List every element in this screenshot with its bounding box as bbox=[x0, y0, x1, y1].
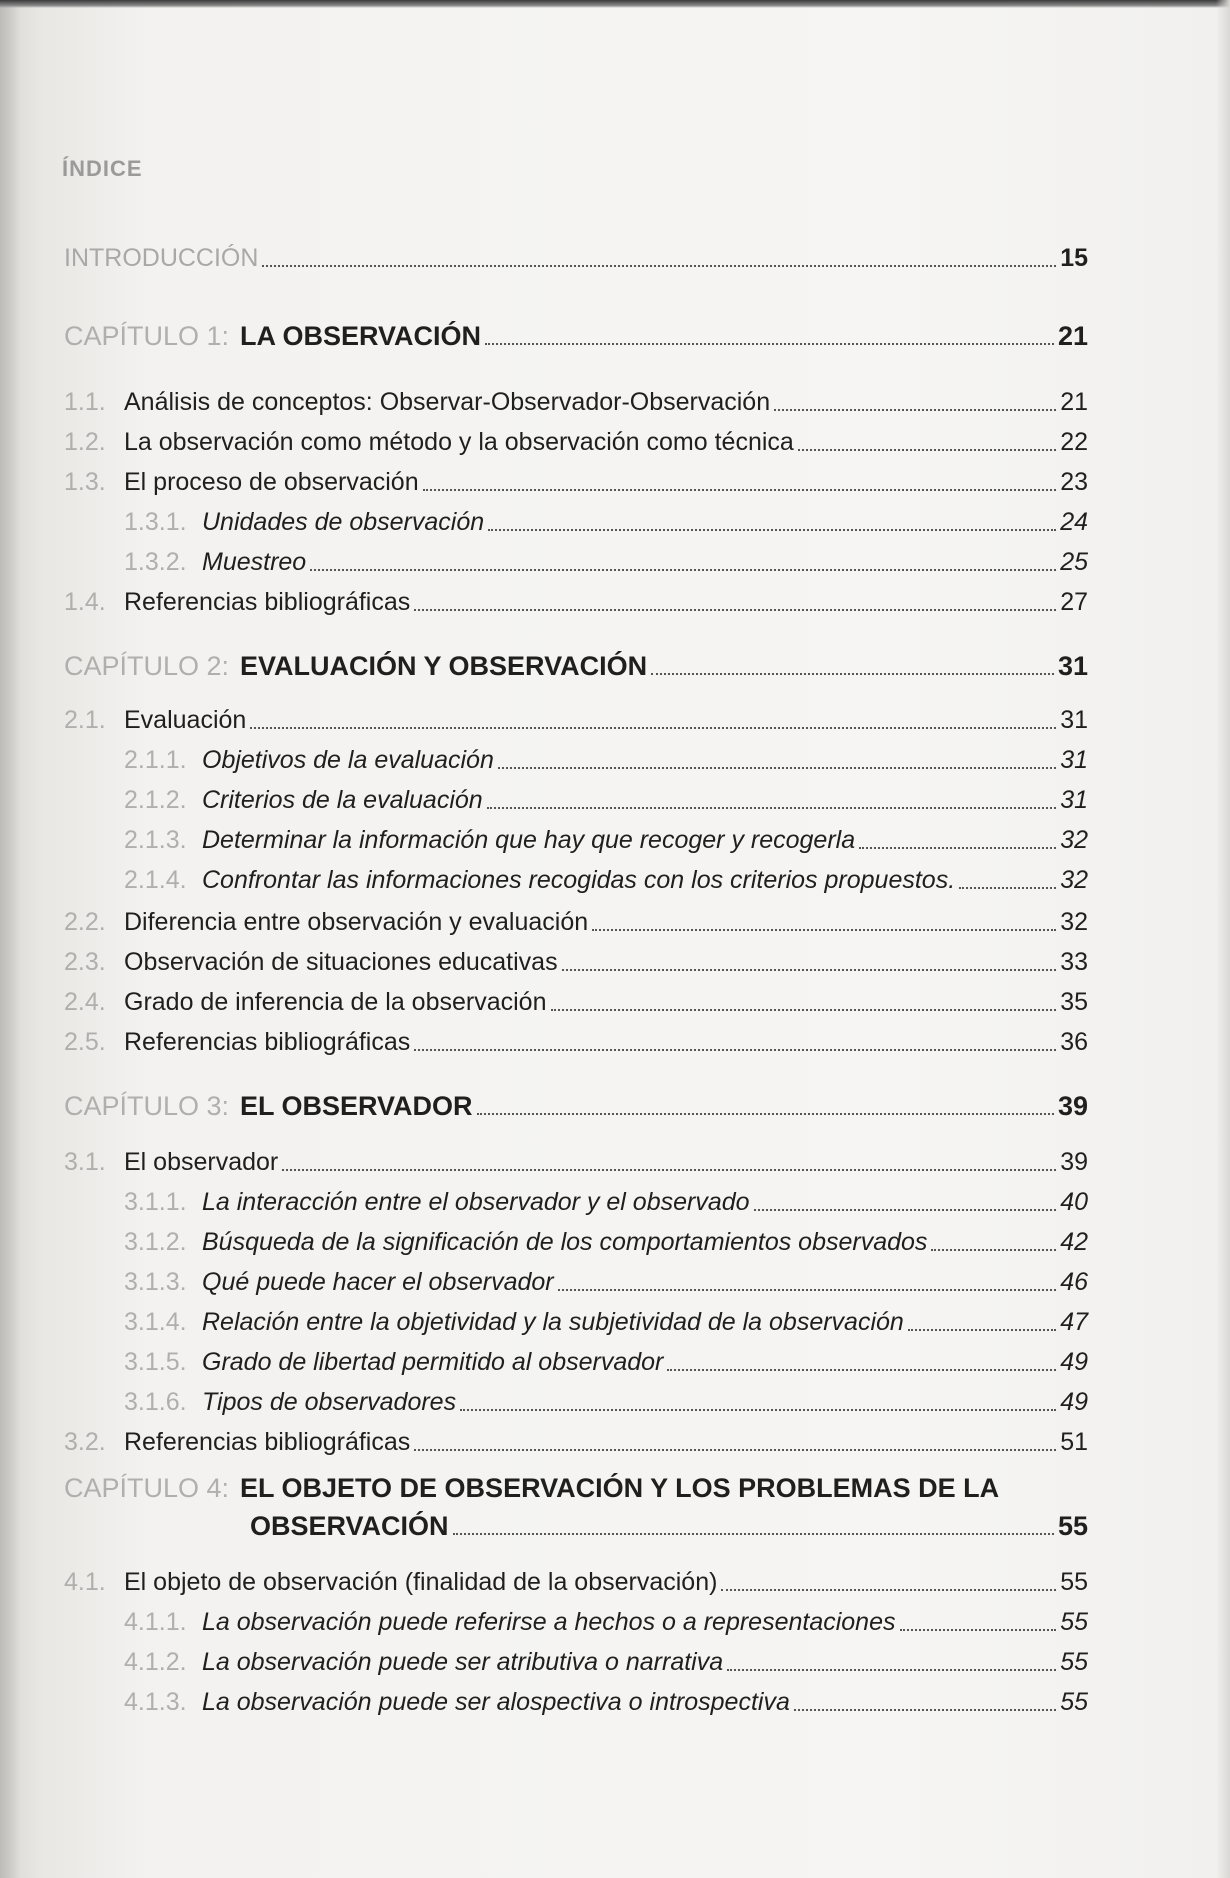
toc-chapter-row bbox=[0, 1470, 1230, 1506]
toc-page-number: 23 bbox=[1060, 468, 1088, 496]
toc-leader bbox=[558, 1289, 1057, 1291]
toc-entry-title: Grado de inferencia de la observación bbox=[124, 988, 547, 1016]
toc-section-row bbox=[0, 1144, 1230, 1180]
toc-leader bbox=[931, 1249, 1056, 1251]
toc-section-row bbox=[0, 1424, 1230, 1460]
toc-entry-title: Qué puede hacer el observador bbox=[202, 1268, 554, 1296]
toc-entry-title: La observación puede referirse a hechos o a representaciones bbox=[202, 1608, 896, 1636]
toc-leader bbox=[754, 1209, 1057, 1211]
toc-page-number: 55 bbox=[1060, 1568, 1088, 1596]
toc-entry-title: Relación entre la objetividad y la subjetividad de la observación bbox=[202, 1308, 904, 1336]
toc-leader bbox=[460, 1409, 1056, 1411]
toc-intro-row bbox=[0, 240, 1230, 276]
toc-subsection-row bbox=[0, 862, 1230, 898]
toc-page-number: 24 bbox=[1060, 508, 1088, 536]
toc-page-number: 39 bbox=[1057, 1091, 1088, 1121]
toc-entry-title: La interacción entre el observador y el observado bbox=[202, 1188, 750, 1216]
toc-entry-title: Tipos de observadores bbox=[202, 1388, 457, 1416]
toc-section-row bbox=[0, 904, 1230, 940]
toc-entry-number: 2.5. bbox=[64, 1028, 106, 1056]
toc-entry-number: 4.1. bbox=[64, 1568, 106, 1596]
toc-entry-title: Determinar la información que hay que recoger y recogerla bbox=[202, 826, 856, 854]
toc-page-number: 49 bbox=[1060, 1388, 1088, 1416]
toc-entry-number: 2.1.3. bbox=[124, 826, 187, 854]
toc-leader bbox=[592, 929, 1056, 931]
toc-leader bbox=[262, 265, 1056, 267]
toc-entry-number: 1.4. bbox=[64, 588, 106, 616]
toc-subsection-row bbox=[0, 504, 1230, 540]
toc-section-row bbox=[0, 384, 1230, 420]
toc-entry-title: Evaluación bbox=[124, 706, 247, 734]
toc-entry-title: EVALUACIÓN Y OBSERVACIÓN bbox=[240, 651, 648, 681]
toc-entry-number: 4.1.1. bbox=[124, 1608, 187, 1636]
toc-leader bbox=[414, 1049, 1056, 1051]
toc-leader bbox=[414, 609, 1056, 611]
toc-leader bbox=[859, 847, 1056, 849]
toc-leader bbox=[423, 489, 1057, 491]
toc-entry-number: 1.1. bbox=[64, 388, 106, 416]
toc-subsection-row bbox=[0, 1304, 1230, 1340]
toc-page-number: 49 bbox=[1060, 1348, 1088, 1376]
toc-page-number: 55 bbox=[1060, 1688, 1088, 1716]
toc-page-number: 40 bbox=[1060, 1188, 1088, 1216]
toc-entry-title: LA OBSERVACIÓN bbox=[240, 321, 482, 351]
toc-page-number: 36 bbox=[1060, 1028, 1088, 1056]
toc-entry-number: 2.1. bbox=[64, 706, 106, 734]
toc-entry-number: 1.3.2. bbox=[124, 548, 187, 576]
toc-page-number: 25 bbox=[1060, 548, 1088, 576]
toc-entry-title: Búsqueda de la significación de los comportamientos observados bbox=[202, 1228, 928, 1256]
toc-entry-title: Muestreo bbox=[202, 548, 307, 576]
toc-subsection-row bbox=[0, 544, 1230, 580]
toc-page-number: 31 bbox=[1060, 706, 1088, 734]
toc-entry-number: CAPÍTULO 1: bbox=[64, 321, 230, 351]
toc-leader bbox=[488, 529, 1056, 531]
toc-leader bbox=[794, 1709, 1056, 1711]
toc-page-number: 31 bbox=[1060, 786, 1088, 814]
toc-leader bbox=[498, 767, 1056, 769]
toc-page-number: 22 bbox=[1060, 428, 1088, 456]
toc-section-row bbox=[0, 464, 1230, 500]
toc-entry-number: 1.2. bbox=[64, 428, 106, 456]
toc-entry-number: 2.1.1. bbox=[124, 746, 187, 774]
toc-leader bbox=[727, 1669, 1056, 1671]
toc-entry-title: El proceso de observación bbox=[124, 468, 419, 496]
toc-leader bbox=[487, 807, 1056, 809]
toc-leader bbox=[250, 727, 1056, 729]
toc-leader bbox=[477, 1113, 1054, 1115]
toc-page-number: 21 bbox=[1060, 388, 1088, 416]
toc-leader bbox=[651, 673, 1054, 675]
toc-entry-title: Grado de libertad permitido al observador bbox=[202, 1348, 664, 1376]
toc-subsection-row bbox=[0, 742, 1230, 778]
toc-entry-number: 3.1.6. bbox=[124, 1388, 187, 1416]
toc-entry-number: 2.3. bbox=[64, 948, 106, 976]
toc-subsection-row bbox=[0, 1644, 1230, 1680]
toc-entry-title: El objeto de observación (finalidad de la observación) bbox=[124, 1568, 718, 1596]
toc-entry-number: 3.1.1. bbox=[124, 1188, 187, 1216]
toc-entry-number: 2.1.4. bbox=[124, 866, 187, 894]
toc-leader bbox=[551, 1009, 1057, 1011]
toc-leader bbox=[667, 1369, 1056, 1371]
toc-subsection-row bbox=[0, 1384, 1230, 1420]
toc-page-number: 32 bbox=[1060, 908, 1088, 936]
toc-leader bbox=[900, 1629, 1057, 1631]
toc-page-number: 15 bbox=[1060, 244, 1088, 272]
toc-entry-title: La observación como método y la observación como técnica bbox=[124, 428, 794, 456]
toc-page-number: 31 bbox=[1060, 746, 1088, 774]
toc-entry-number: 4.1.2. bbox=[124, 1648, 187, 1676]
toc-section-row bbox=[0, 1564, 1230, 1600]
toc-page-number: 51 bbox=[1060, 1428, 1088, 1456]
toc-subsection-row bbox=[0, 1684, 1230, 1720]
toc-page-number: 31 bbox=[1057, 651, 1088, 681]
toc-chapter-row bbox=[0, 318, 1230, 354]
toc-entry-title: Confrontar las informaciones recogidas con los criterios propuestos. bbox=[202, 866, 956, 894]
toc-section-row bbox=[0, 944, 1230, 980]
toc-entry-number: CAPÍTULO 3: bbox=[64, 1091, 230, 1121]
toc-page-number: 55 bbox=[1060, 1648, 1088, 1676]
toc-entry-title: La observación puede ser alospectiva o introspectiva bbox=[202, 1688, 790, 1716]
toc-entry-number: 1.3.1. bbox=[124, 508, 187, 536]
toc-intro-title: INTRODUCCIÓN bbox=[64, 244, 259, 272]
toc-page-number: 21 bbox=[1057, 321, 1088, 351]
toc-entry-title: Referencias bibliográficas bbox=[124, 1028, 411, 1056]
toc-leader bbox=[908, 1329, 1056, 1331]
toc-entry-number: 2.2. bbox=[64, 908, 106, 936]
toc-page-number: 32 bbox=[1060, 866, 1088, 894]
toc-page-number: 32 bbox=[1060, 826, 1088, 854]
toc-chapter4-title-continued: OBSERVACIÓN bbox=[250, 1511, 449, 1541]
toc-entry-number: 3.1.3. bbox=[124, 1268, 187, 1296]
toc-subsection-row bbox=[0, 1344, 1230, 1380]
toc-chapter-row bbox=[0, 1088, 1230, 1124]
toc-page-number: 39 bbox=[1060, 1148, 1088, 1176]
toc-section-row bbox=[0, 424, 1230, 460]
toc-chapter4-continuation bbox=[250, 1508, 1088, 1544]
toc-leader bbox=[414, 1449, 1056, 1451]
toc-entry-number: 1.3. bbox=[64, 468, 106, 496]
toc-heading: ÍNDICE bbox=[62, 156, 143, 181]
toc-page-number: 35 bbox=[1060, 988, 1088, 1016]
toc-page-number: 33 bbox=[1060, 948, 1088, 976]
toc-leader bbox=[485, 343, 1054, 345]
toc-entry-number: 3.1. bbox=[64, 1148, 106, 1176]
toc-entry-number: 3.1.2. bbox=[124, 1228, 187, 1256]
toc-entry-number: 3.1.4. bbox=[124, 1308, 187, 1336]
toc-section-row bbox=[0, 984, 1230, 1020]
toc-subsection-row bbox=[0, 1184, 1230, 1220]
toc-entry-number: 3.1.5. bbox=[124, 1348, 187, 1376]
toc-entry-number: CAPÍTULO 2: bbox=[64, 651, 230, 681]
toc-leader bbox=[453, 1533, 1054, 1535]
toc-entry-number: 4.1.3. bbox=[124, 1688, 187, 1716]
toc-entry-title: El observador bbox=[124, 1148, 279, 1176]
toc-subsection-row bbox=[0, 1224, 1230, 1260]
toc-entry-title: Referencias bibliográficas bbox=[124, 588, 411, 616]
toc-chapter-row bbox=[0, 648, 1230, 684]
toc-page-number: 55 bbox=[1060, 1608, 1088, 1636]
toc-leader bbox=[282, 1169, 1056, 1171]
toc-entry-title: Unidades de observación bbox=[202, 508, 485, 536]
toc-entry-title: Objetivos de la evaluación bbox=[202, 746, 494, 774]
toc-page-number: 46 bbox=[1060, 1268, 1088, 1296]
toc-subsection-row bbox=[0, 822, 1230, 858]
toc-subsection-row bbox=[0, 782, 1230, 818]
toc-entry-title: Diferencia entre observación y evaluación bbox=[124, 908, 589, 936]
toc-subsection-row bbox=[0, 1264, 1230, 1300]
toc-leader bbox=[562, 969, 1057, 971]
toc-leader bbox=[774, 409, 1056, 411]
toc-entry-title: Criterios de la evaluación bbox=[202, 786, 483, 814]
toc-entry-title: Observación de situaciones educativas bbox=[124, 948, 558, 976]
toc-entry-title: Referencias bibliográficas bbox=[124, 1428, 411, 1456]
toc-entry-title: La observación puede ser atributiva o narrativa bbox=[202, 1648, 724, 1676]
toc-page-number: 42 bbox=[1060, 1228, 1088, 1256]
toc-entry-number: 2.4. bbox=[64, 988, 106, 1016]
toc-section-row bbox=[0, 1024, 1230, 1060]
toc-entry-title: EL OBJETO DE OBSERVACIÓN Y LOS PROBLEMAS DE LA bbox=[240, 1473, 1000, 1503]
toc-page-number: 47 bbox=[1060, 1308, 1088, 1336]
toc-entry-number: CAPÍTULO 4: bbox=[64, 1473, 230, 1503]
toc-leader bbox=[798, 449, 1056, 451]
toc-page-number: 27 bbox=[1060, 588, 1088, 616]
toc-subsection-row bbox=[0, 1604, 1230, 1640]
toc-entry-number: 3.2. bbox=[64, 1428, 106, 1456]
toc-leader bbox=[310, 569, 1056, 571]
toc-section-row bbox=[0, 584, 1230, 620]
toc-entry-title: Análisis de conceptos: Observar-Observador-Observación bbox=[124, 388, 771, 416]
toc-entry-number: 2.1.2. bbox=[124, 786, 187, 814]
toc-leader bbox=[959, 887, 1056, 889]
toc-section-row bbox=[0, 702, 1230, 738]
toc-leader bbox=[721, 1589, 1056, 1591]
toc-entry-title: EL OBSERVADOR bbox=[240, 1091, 473, 1121]
toc-page-number: 55 bbox=[1057, 1511, 1088, 1541]
